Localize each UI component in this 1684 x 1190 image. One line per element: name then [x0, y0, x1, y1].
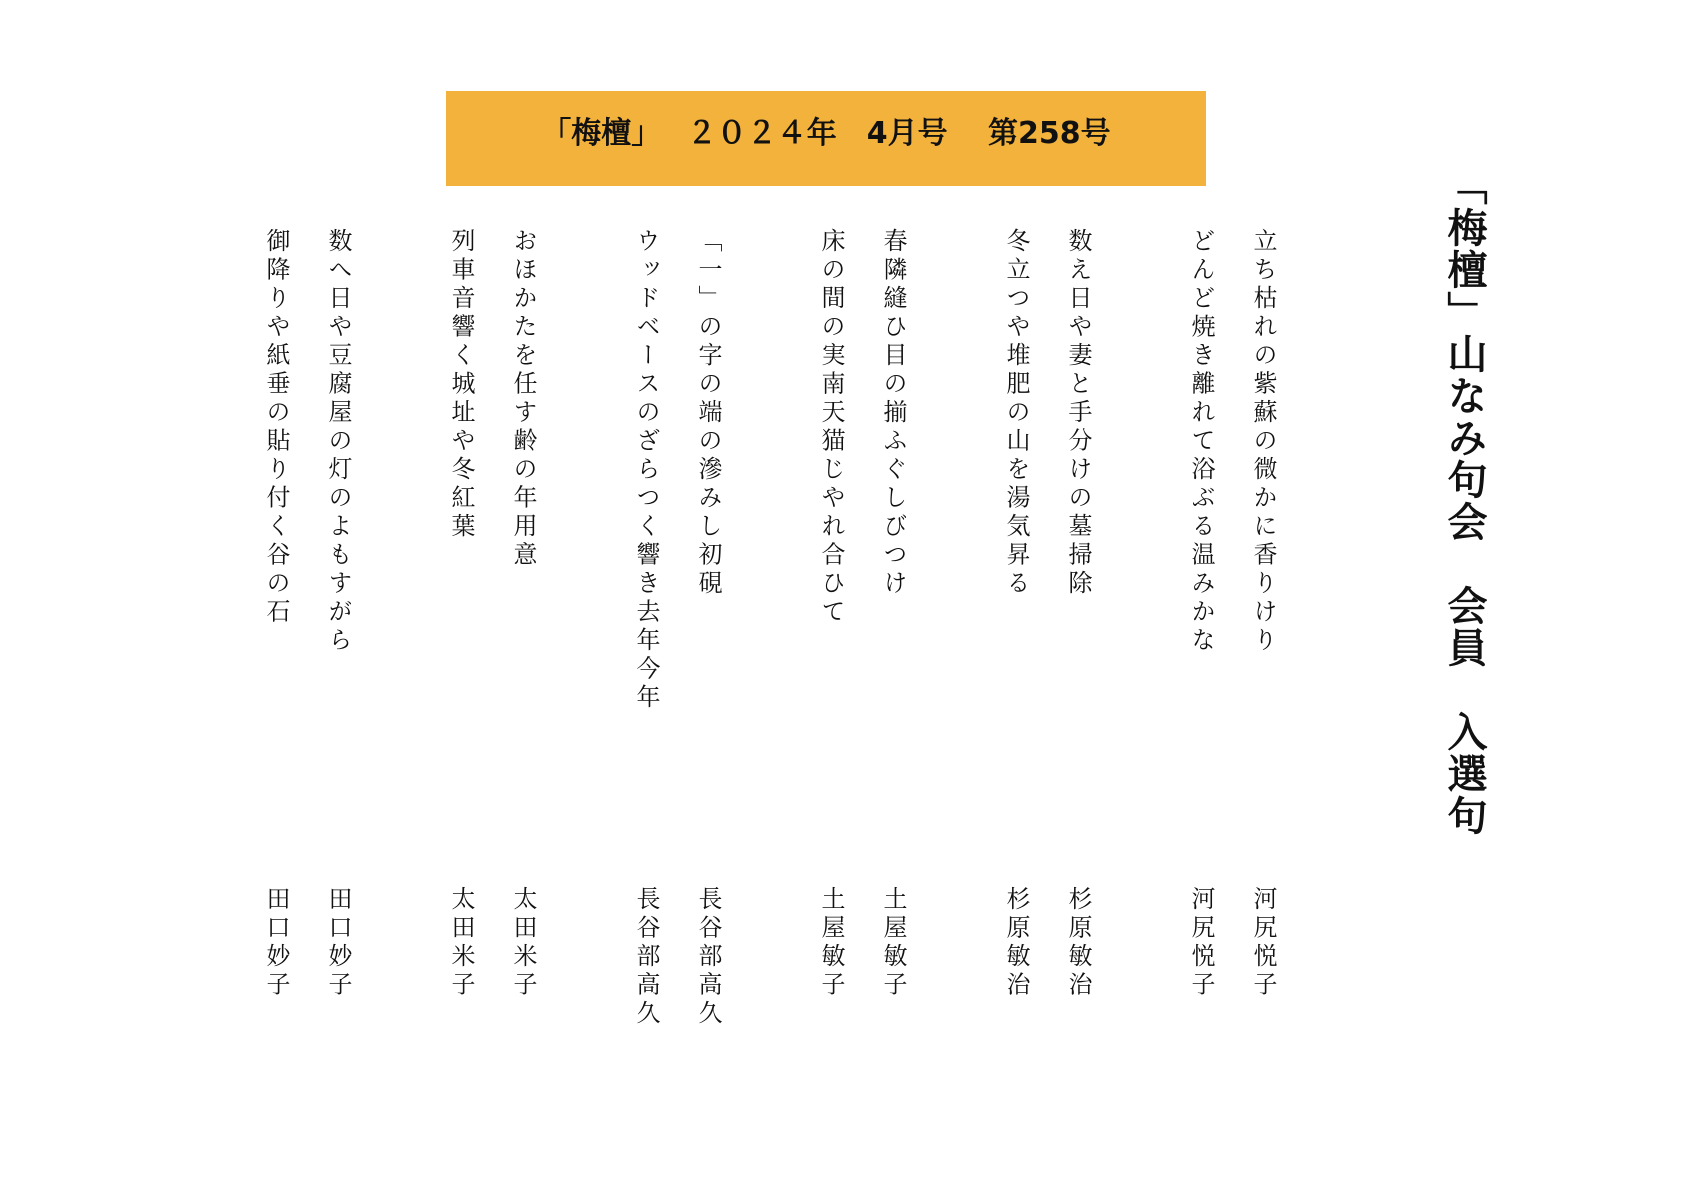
haiku-column: [430, 228, 492, 1028]
haiku-group-kawajiri: [1170, 228, 1294, 1028]
page-title: 「梅檀」山なみ句会 会員 入選句: [1441, 165, 1487, 837]
haiku-column: [862, 228, 924, 1028]
haiku-author: 長谷部高久: [694, 886, 722, 1029]
haiku-group-sugihara: [985, 228, 1109, 1028]
haiku-column: [677, 228, 739, 1028]
haiku-column: [615, 228, 677, 1028]
haiku-author: 太田米子: [447, 886, 475, 1000]
haiku-text: 数え日や妻と手分けの墓掃除: [1064, 228, 1092, 599]
haiku-column: [492, 228, 554, 1028]
haiku-author: 杉原敏治: [1064, 886, 1092, 1000]
haiku-text: おほかたを任す齢の年用意: [509, 228, 537, 570]
haiku-column: [1047, 228, 1109, 1028]
haiku-author: 長谷部高久: [632, 886, 660, 1029]
haiku-author: 河尻悦子: [1187, 886, 1215, 1000]
issue-banner: [446, 91, 1206, 186]
issue-banner-text: 「梅檀」 ２０２４年 4月号 第258号: [541, 115, 1111, 151]
haiku-text: どんど焼き離れて浴ぶる温みかな: [1187, 228, 1215, 656]
haiku-group-ota: [430, 228, 554, 1028]
haiku-text: 冬立つや堆肥の山を湯気昇る: [1002, 228, 1030, 599]
haiku-text: 立ち枯れの紫蘇の微かに香りけり: [1249, 228, 1277, 656]
haiku-group-taguchi: [245, 228, 369, 1028]
haiku-column: [800, 228, 862, 1028]
haiku-author: 土屋敏子: [879, 886, 907, 1000]
haiku-author: 杉原敏治: [1002, 886, 1030, 1000]
haiku-group-tsuchiya: [800, 228, 924, 1028]
haiku-author: 河尻悦子: [1249, 886, 1277, 1000]
haiku-column: [1232, 228, 1294, 1028]
haiku-column: [307, 228, 369, 1028]
haiku-text: 「一」の字の端の滲みし初硯: [694, 228, 722, 599]
haiku-text: 列車音響く城址や冬紅葉: [447, 228, 475, 542]
haiku-column: [985, 228, 1047, 1028]
haiku-author: 土屋敏子: [817, 886, 845, 1000]
haiku-text: 春隣縫ひ目の揃ふぐしびつけ: [879, 228, 907, 599]
haiku-list: [184, 228, 1294, 1028]
haiku-text: 御降りや紙垂の貼り付く谷の石: [262, 228, 290, 627]
haiku-group-hasebe: [615, 228, 739, 1028]
haiku-column: [1170, 228, 1232, 1028]
haiku-column: [245, 228, 307, 1028]
haiku-text: 数へ日や豆腐屋の灯のよもすがら: [324, 228, 352, 656]
haiku-author: 田口妙子: [324, 886, 352, 1000]
haiku-text: 床の間の実南天猫じやれ合ひて: [817, 228, 845, 627]
haiku-author: 太田米子: [509, 886, 537, 1000]
haiku-text: ウッドベースのざらつく響き去年今年: [632, 228, 660, 713]
haiku-author: 田口妙子: [262, 886, 290, 1000]
